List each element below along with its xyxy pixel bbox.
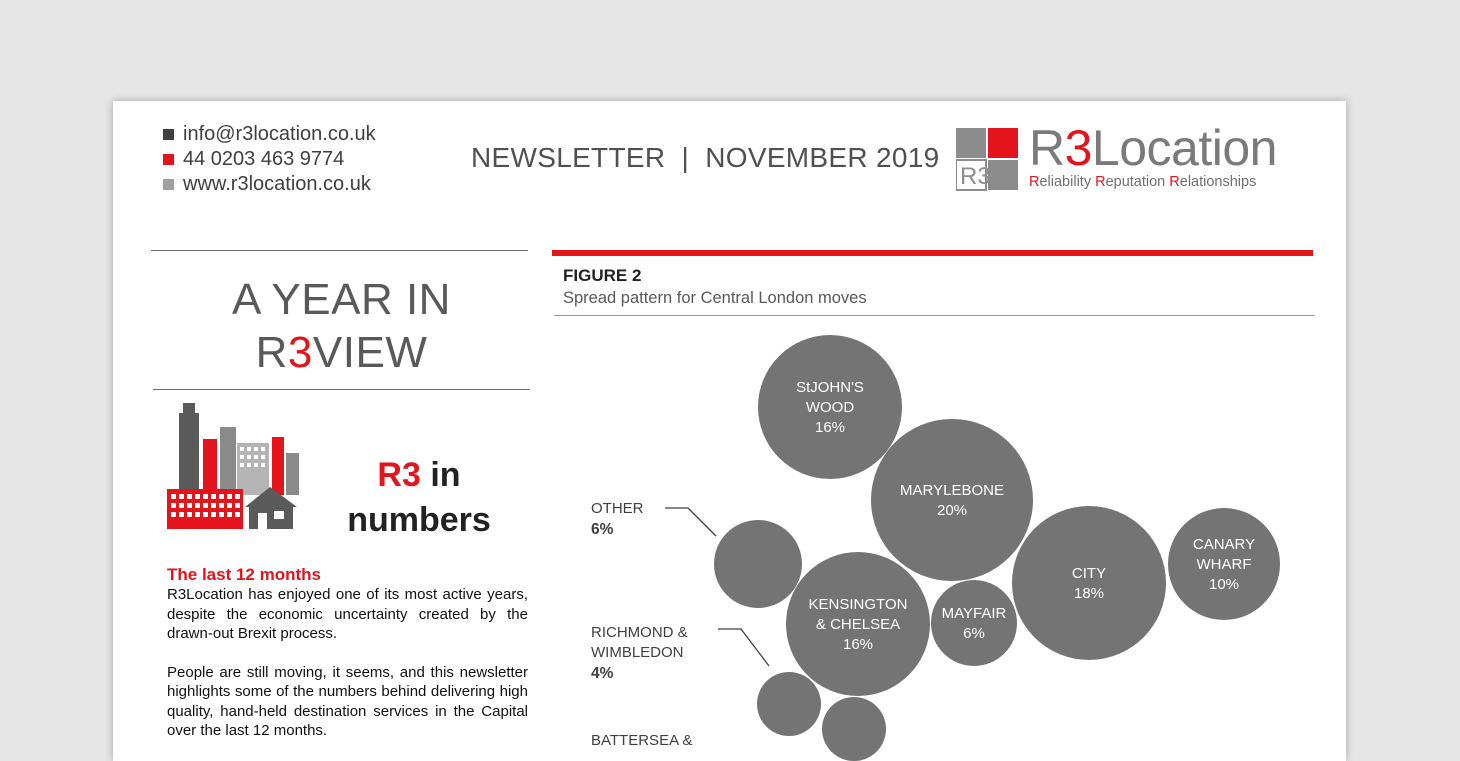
bubble-name-label: MARYLEBONE (900, 482, 1004, 499)
bubble-richmond-wimbledon (757, 672, 821, 736)
bubble-name-label: WHARF (1196, 556, 1252, 573)
leader-line (718, 629, 769, 666)
bubble-name-label: WIMBLEDON (591, 644, 684, 661)
logo-wordmark-suffix: Location (1091, 120, 1277, 176)
section-heading: The last 12 months (167, 565, 321, 584)
logo-wordmark-accent: 3 (1064, 120, 1092, 176)
bubble-name-label: CITY (1071, 565, 1107, 582)
title-part: R (255, 328, 288, 377)
numbers-rest: in (420, 456, 461, 494)
bubble-value-label: 10% (1208, 576, 1240, 593)
bubble-name-label: WOOD (805, 399, 855, 416)
bubble-name-label: & CHELSEA (815, 616, 901, 633)
contact-phone[interactable]: 44 0203 463 9774 (183, 148, 345, 170)
contact-website[interactable]: www.r3location.co.uk (183, 173, 371, 195)
bubble-value-label: 6% (963, 625, 985, 642)
tag-initial: R (1095, 174, 1106, 190)
tag-word: elationships (1179, 174, 1257, 190)
numbers-line-2: numbers (347, 501, 491, 539)
bubble-city (1012, 506, 1166, 660)
bubble-name-label: StJOHN'S (796, 379, 864, 396)
bubble-name-label: KENSINGTON (808, 596, 908, 613)
numbers-accent: R3 (377, 456, 421, 494)
tag-initial: R (1169, 174, 1180, 190)
title-part: VIEW (312, 328, 428, 377)
tag-word: eliability (1039, 174, 1096, 190)
bubble-value-label: 18% (1073, 585, 1105, 602)
bubble-name-label: MAYFAIR (941, 605, 1007, 622)
paragraph: R3Location has enjoyed one of its most active years, despite the economic uncertainty created by the drawn-out Brexit process. (167, 586, 528, 642)
bubble-marylebone (871, 419, 1033, 581)
tag-word: eputation (1105, 174, 1170, 190)
bubble-value-label: 20% (936, 502, 968, 519)
figure-label: FIGURE 2 (563, 266, 642, 285)
logo-badge-text: R3 (960, 163, 991, 190)
newsletter-title: NEWSLETTER | NOVEMBER 2019 (471, 142, 940, 173)
bubble-name-label: CANARY (1192, 536, 1256, 553)
bubble-other (714, 520, 802, 608)
bubble-value-label: 16% (814, 419, 846, 436)
title-line-1: A YEAR IN (232, 275, 451, 324)
bubble-name-label: RICHMOND & (591, 624, 688, 641)
bubble-name-label: OTHER (591, 500, 644, 517)
logo-wordmark-prefix: R (1029, 120, 1065, 176)
figure-subtitle: Spread pattern for Central London moves (563, 289, 867, 307)
title-accent: 3 (287, 328, 313, 377)
bubble-value-label: 16% (842, 636, 874, 653)
bubble-mayfair (931, 580, 1017, 666)
newsletter-page (113, 101, 1346, 761)
bubble-name-label: BATTERSEA & (591, 732, 693, 749)
tag-initial: R (1029, 174, 1040, 190)
contact-email[interactable]: info@r3location.co.uk (183, 123, 376, 145)
bubble-battersea (822, 697, 886, 761)
bubble-value-label: 6% (591, 521, 614, 538)
bubble-chart (113, 101, 1346, 761)
paragraph: People are still moving, it seems, and this newsletter highlights some of the numbers behind delivering high quality, hand-held destination services in the Capital over the last 12 months. (167, 663, 528, 739)
bubble-value-label: 4% (591, 665, 614, 682)
leader-line (665, 508, 716, 536)
